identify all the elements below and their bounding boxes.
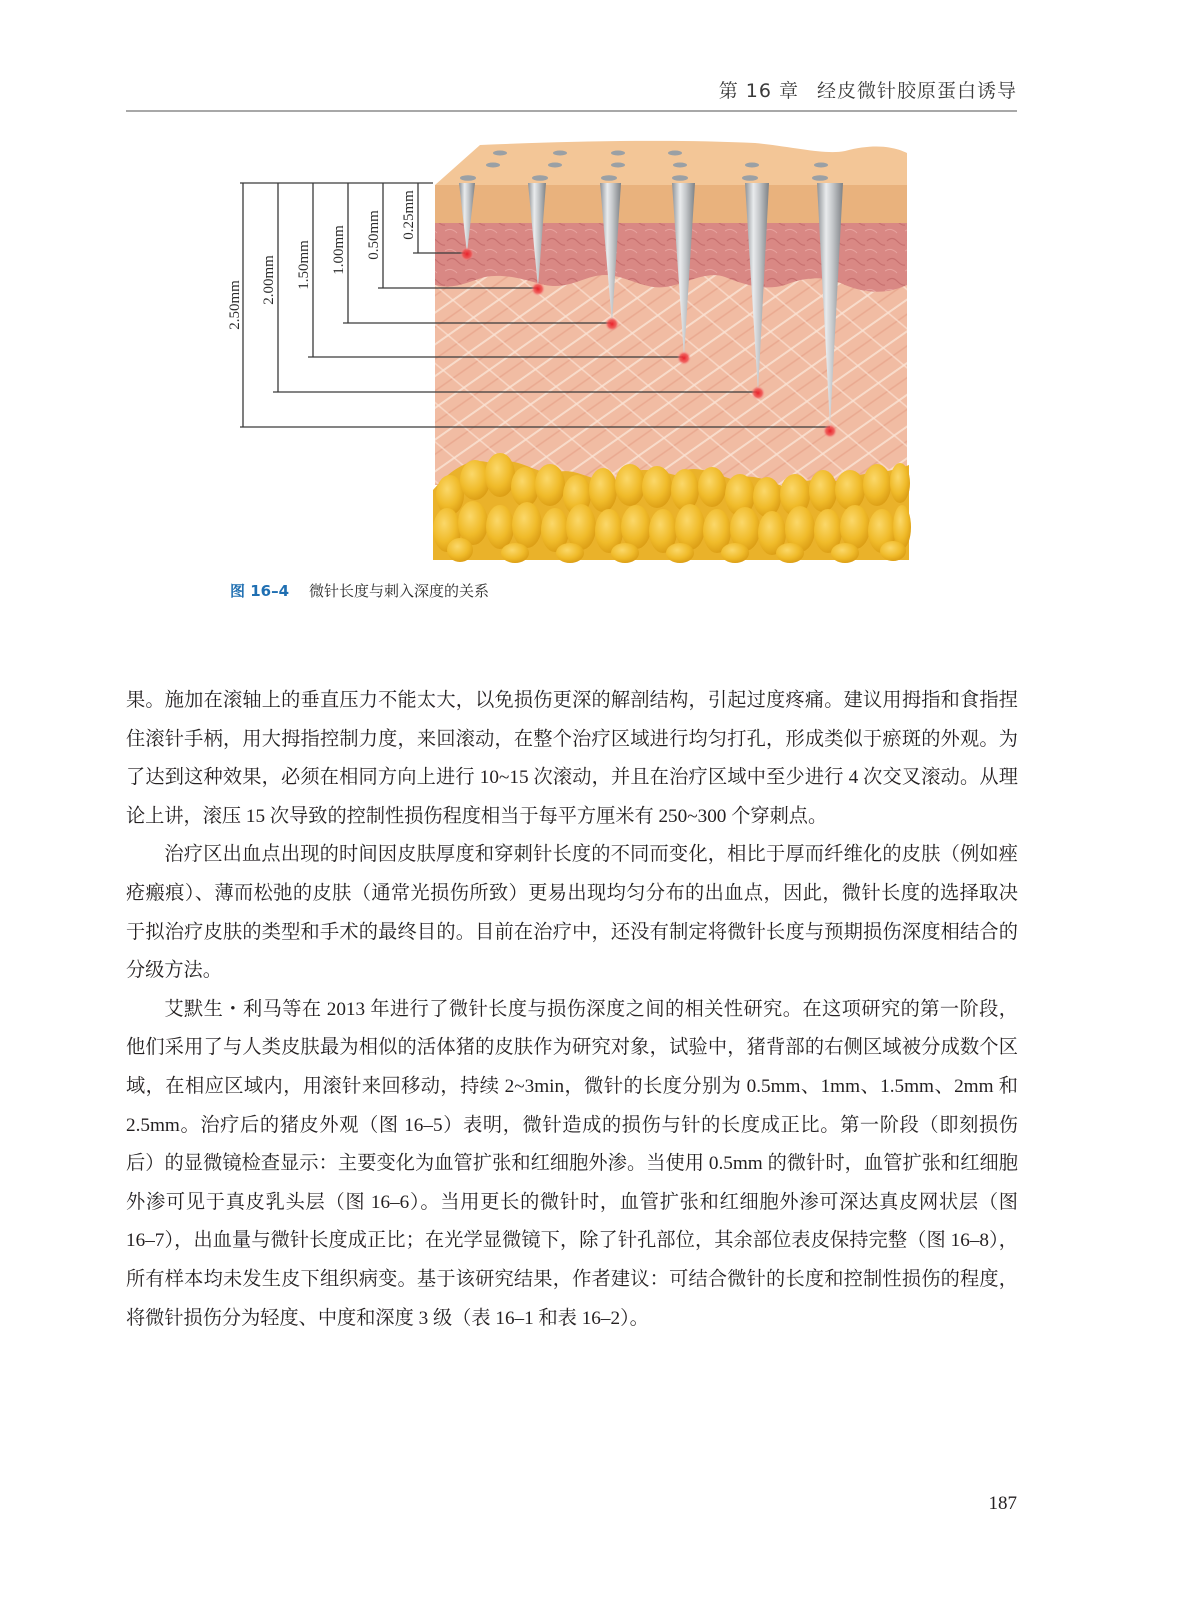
chapter-number: 第 16 章 — [718, 80, 799, 102]
dim-label-0-50: 0.50mm — [366, 210, 382, 260]
skin-needle-diagram — [225, 135, 925, 575]
dim-label-2-50: 2.50mm — [227, 280, 243, 330]
figure-caption — [230, 580, 489, 601]
skin-surface — [435, 141, 907, 185]
running-head-title — [719, 76, 1017, 103]
figure-caption-text: 微针长度与刺入深度的关系 — [309, 582, 490, 600]
dim-label-2-00: 2.00mm — [261, 255, 277, 305]
dim-label-0-25: 0.25mm — [401, 190, 417, 240]
figure-microneedle-depth — [225, 135, 925, 575]
dim-label-1-50: 1.50mm — [296, 240, 312, 290]
body-text — [126, 682, 1018, 1338]
figure-number: 图 16–4 — [230, 582, 290, 600]
dim-label-1-00: 1.00mm — [331, 225, 347, 275]
page-number: 187 — [988, 1493, 1017, 1514]
paragraph-3: 艾默生・利马等在 2013 年进行了微针长度与损伤深度之间的相关性研究。在这项研究的第一阶段，他们采用了与人类皮肤最为相似的活体猪的皮肤作为研究对象，试验中，猪背部的右侧区域被分成数个区域，在相应区域内，用滚针来回移动，持续 2~3min，微针的长度分别为 0.5mm、1mm、1.5mm、2mm 和 2.5mm。治疗后的猪皮外观（图 16–5）表明，微针造成的损伤与针的长度成正比。第一阶段（即刻损伤后）的显微镜检查显示：主要变化为血管扩张和红细胞外渗。当使用 0.5mm 的微针时，血管扩张和红细胞外渗可见于真皮乳头层（图 16–6）。当用更长的微针时，血管扩张和红细胞外渗可深达真皮网状层（图 16–7），出血量与微针长度成正比；在光学显微镜下，除了针孔部位，其余部位表皮保持完整（图 16–8），所有样本均未发生皮下组织病变。基于该研究结果，作者建议：可结合微针的长度和控制性损伤的程度，将微针损伤分为轻度、中度和深度 3 级（表 16–1 和表 16–2）。 — [126, 998, 1018, 1329]
paragraph-1: 果。施加在滚轴上的垂直压力不能太大，以免损伤更深的解剖结构，引起过度疼痛。建议用拇指和食指捏住滚针手柄，用大拇指控制力度，来回滚动，在整个治疗区域进行均匀打孔，形成类似于瘀斑的外观。为了达到这种效果，必须在相同方向上进行 10~15 次滚动，并且在治疗区域中至少进行 4 次交叉滚动。从理论上讲，滚压 15 次导致的控制性损伤程度相当于每平方厘米有 250~300 个穿刺点。 — [126, 690, 1018, 827]
chapter-title: 经皮微针胶原蛋白诱导 — [816, 80, 1017, 102]
running-head — [126, 74, 1017, 112]
paragraph-2: 治疗区出血点出现的时间因皮肤厚度和穿刺针长度的不同而变化，相比于厚而纤维化的皮肤（例如痤疮瘢痕）、薄而松弛的皮肤（通常光损伤所致）更易出现均匀分布的出血点，因此，微针长度的选择取决于拟治疗皮肤的类型和手术的最终目的。目前在治疗中，还没有制定将微针长度与预期损伤深度相结合的分级方法。 — [126, 844, 1018, 982]
